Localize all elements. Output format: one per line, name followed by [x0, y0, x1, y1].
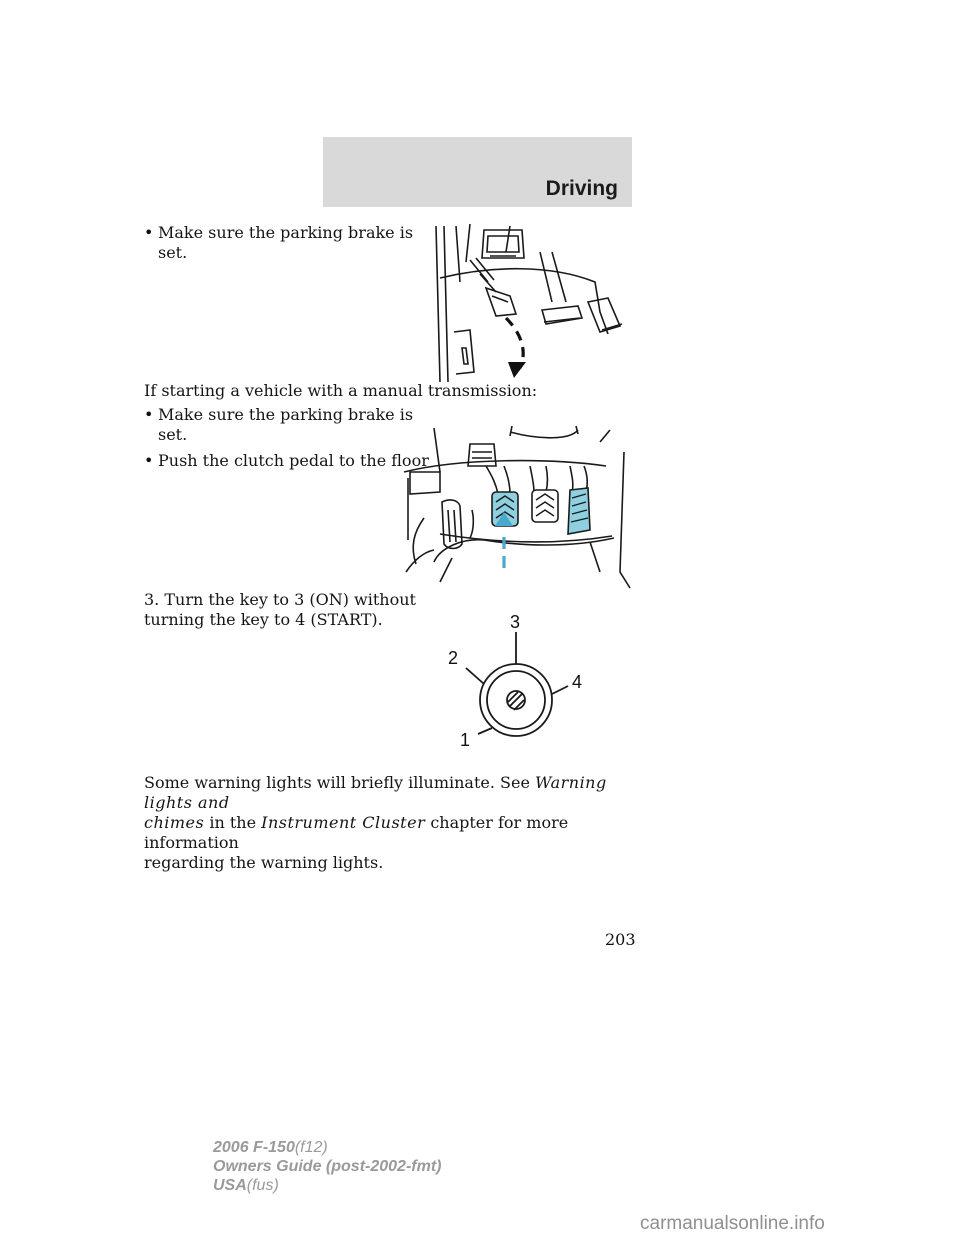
footer-model: 2006 F-150 [213, 1139, 295, 1156]
warning-text-1: Some warning lights will briefly illuminate. See [144, 773, 536, 792]
warning-text-3: chapter for more information [144, 813, 569, 852]
ignition-label-4: 4 [572, 672, 583, 692]
watermark: carmanualsonline.info [640, 1213, 825, 1234]
bullet-dot: • [144, 223, 154, 242]
warning-ref-1a: Warning lights and [144, 773, 607, 812]
header-band [323, 137, 632, 207]
footer-market-code: (fus) [246, 1177, 279, 1194]
footer-guide: Owners Guide (post-2002-fmt) [213, 1158, 442, 1175]
clutch-pedal-illustration [400, 422, 632, 588]
step-parking-brake-line2: set. [158, 243, 188, 262]
warning-text-4: regarding the warning lights. [144, 853, 384, 872]
section-title: Driving [545, 177, 618, 200]
step3-turn-key-line2: turning the key to 4 (START). [144, 610, 383, 629]
document-footer [213, 1138, 441, 1195]
ignition-switch-illustration [430, 602, 602, 756]
warning-lights-paragraph [144, 773, 624, 873]
bullet-dot: • [144, 405, 154, 424]
parking-brake-illustration [430, 222, 630, 384]
warning-ref-1b: chimes [144, 813, 205, 832]
step-clutch-pedal: Push the clutch pedal to the floor [158, 451, 429, 470]
footer-market: USA [213, 1177, 247, 1194]
warning-ref-2: Instrument Cluster [261, 813, 426, 832]
step-parking-brake-line1: Make sure the parking brake is [158, 223, 414, 242]
step-parking-brake-manual-line2: set. [158, 425, 188, 444]
page-number: 203 [605, 930, 636, 949]
ignition-label-1: 1 [460, 730, 471, 750]
footer-model-code: (f12) [294, 1139, 328, 1156]
ignition-label-2: 2 [448, 648, 459, 668]
warning-text-2: in the [204, 813, 262, 832]
step3-turn-key-line1: 3. Turn the key to 3 (ON) without [144, 590, 416, 609]
bullet-dot: • [144, 451, 154, 470]
ignition-label-3: 3 [510, 612, 521, 632]
manual-transmission-intro: If starting a vehicle with a manual transmission: [144, 381, 538, 400]
step-parking-brake-manual-line1: Make sure the parking brake is [158, 405, 414, 424]
